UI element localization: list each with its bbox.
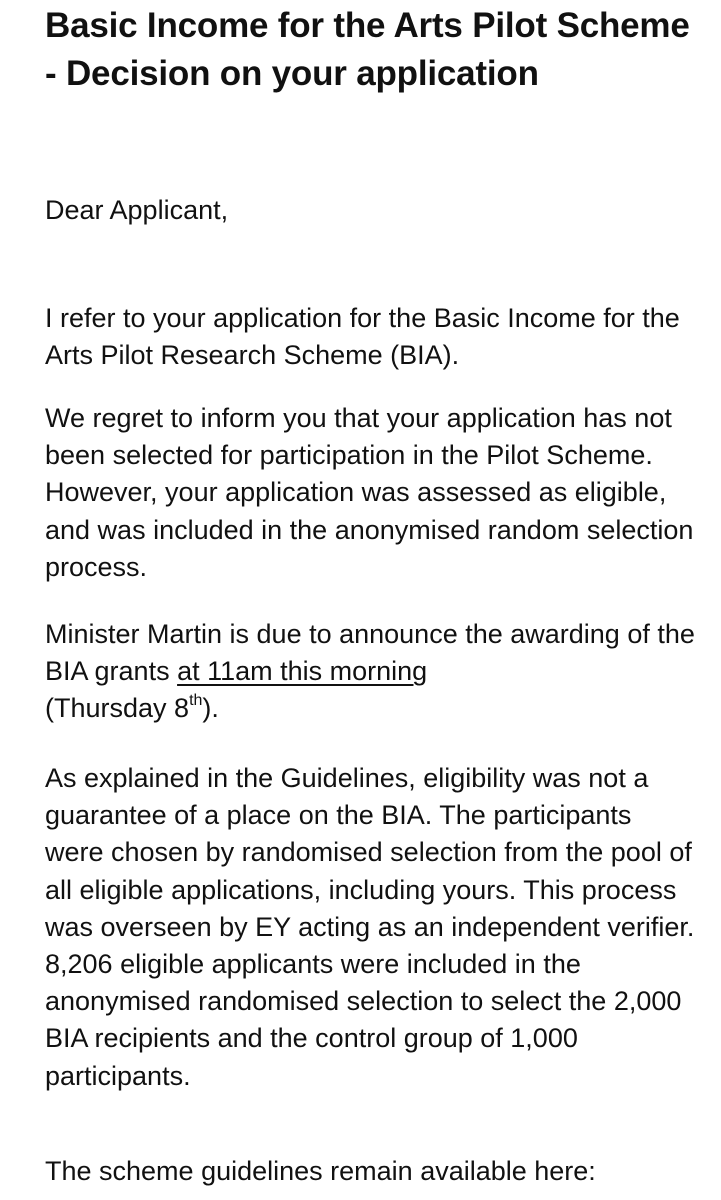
paragraph-guidelines: The scheme guidelines remain available here:	[45, 1156, 596, 1186]
announcement-text: Minister Martin is due to announce the awarding of the BIA grants	[45, 619, 695, 687]
greeting: Dear Applicant,	[45, 195, 229, 225]
paragraph-application-reference: I refer to your application for the Basic Income for the Arts Pilot Research Scheme (BIA).	[45, 303, 680, 371]
date-ordinal-superscript: th	[189, 692, 203, 710]
announcement-end-text: ).	[202, 693, 219, 724]
announcement-date-text: (Thursday 8	[45, 693, 190, 724]
paragraph-selection-process: As explained in the Guidelines, eligibility was not a guarantee of a place on the BIA. The participants were chosen by randomised selection from the pool of all eligible applications, including yours. This process was overseen by EY acting as an independent verifier. 8,206 eligible applicants were included in the anonymised randomised selection to select the 2,000 BIA recipients and the control group of 1,000 participants.	[45, 763, 695, 1091]
email-subject-title: Basic Income for the Arts Pilot Scheme - Decision on your application	[45, 6, 690, 93]
announcement-time-link[interactable]: at 11am this morning	[177, 656, 428, 687]
paragraph-decision: We regret to inform you that your application has not been selected for participation in the Pilot Scheme. However, your application was assessed as eligible, and was included in the anonymised random selection process.	[45, 403, 694, 582]
paragraph-announcement	[45, 616, 695, 728]
